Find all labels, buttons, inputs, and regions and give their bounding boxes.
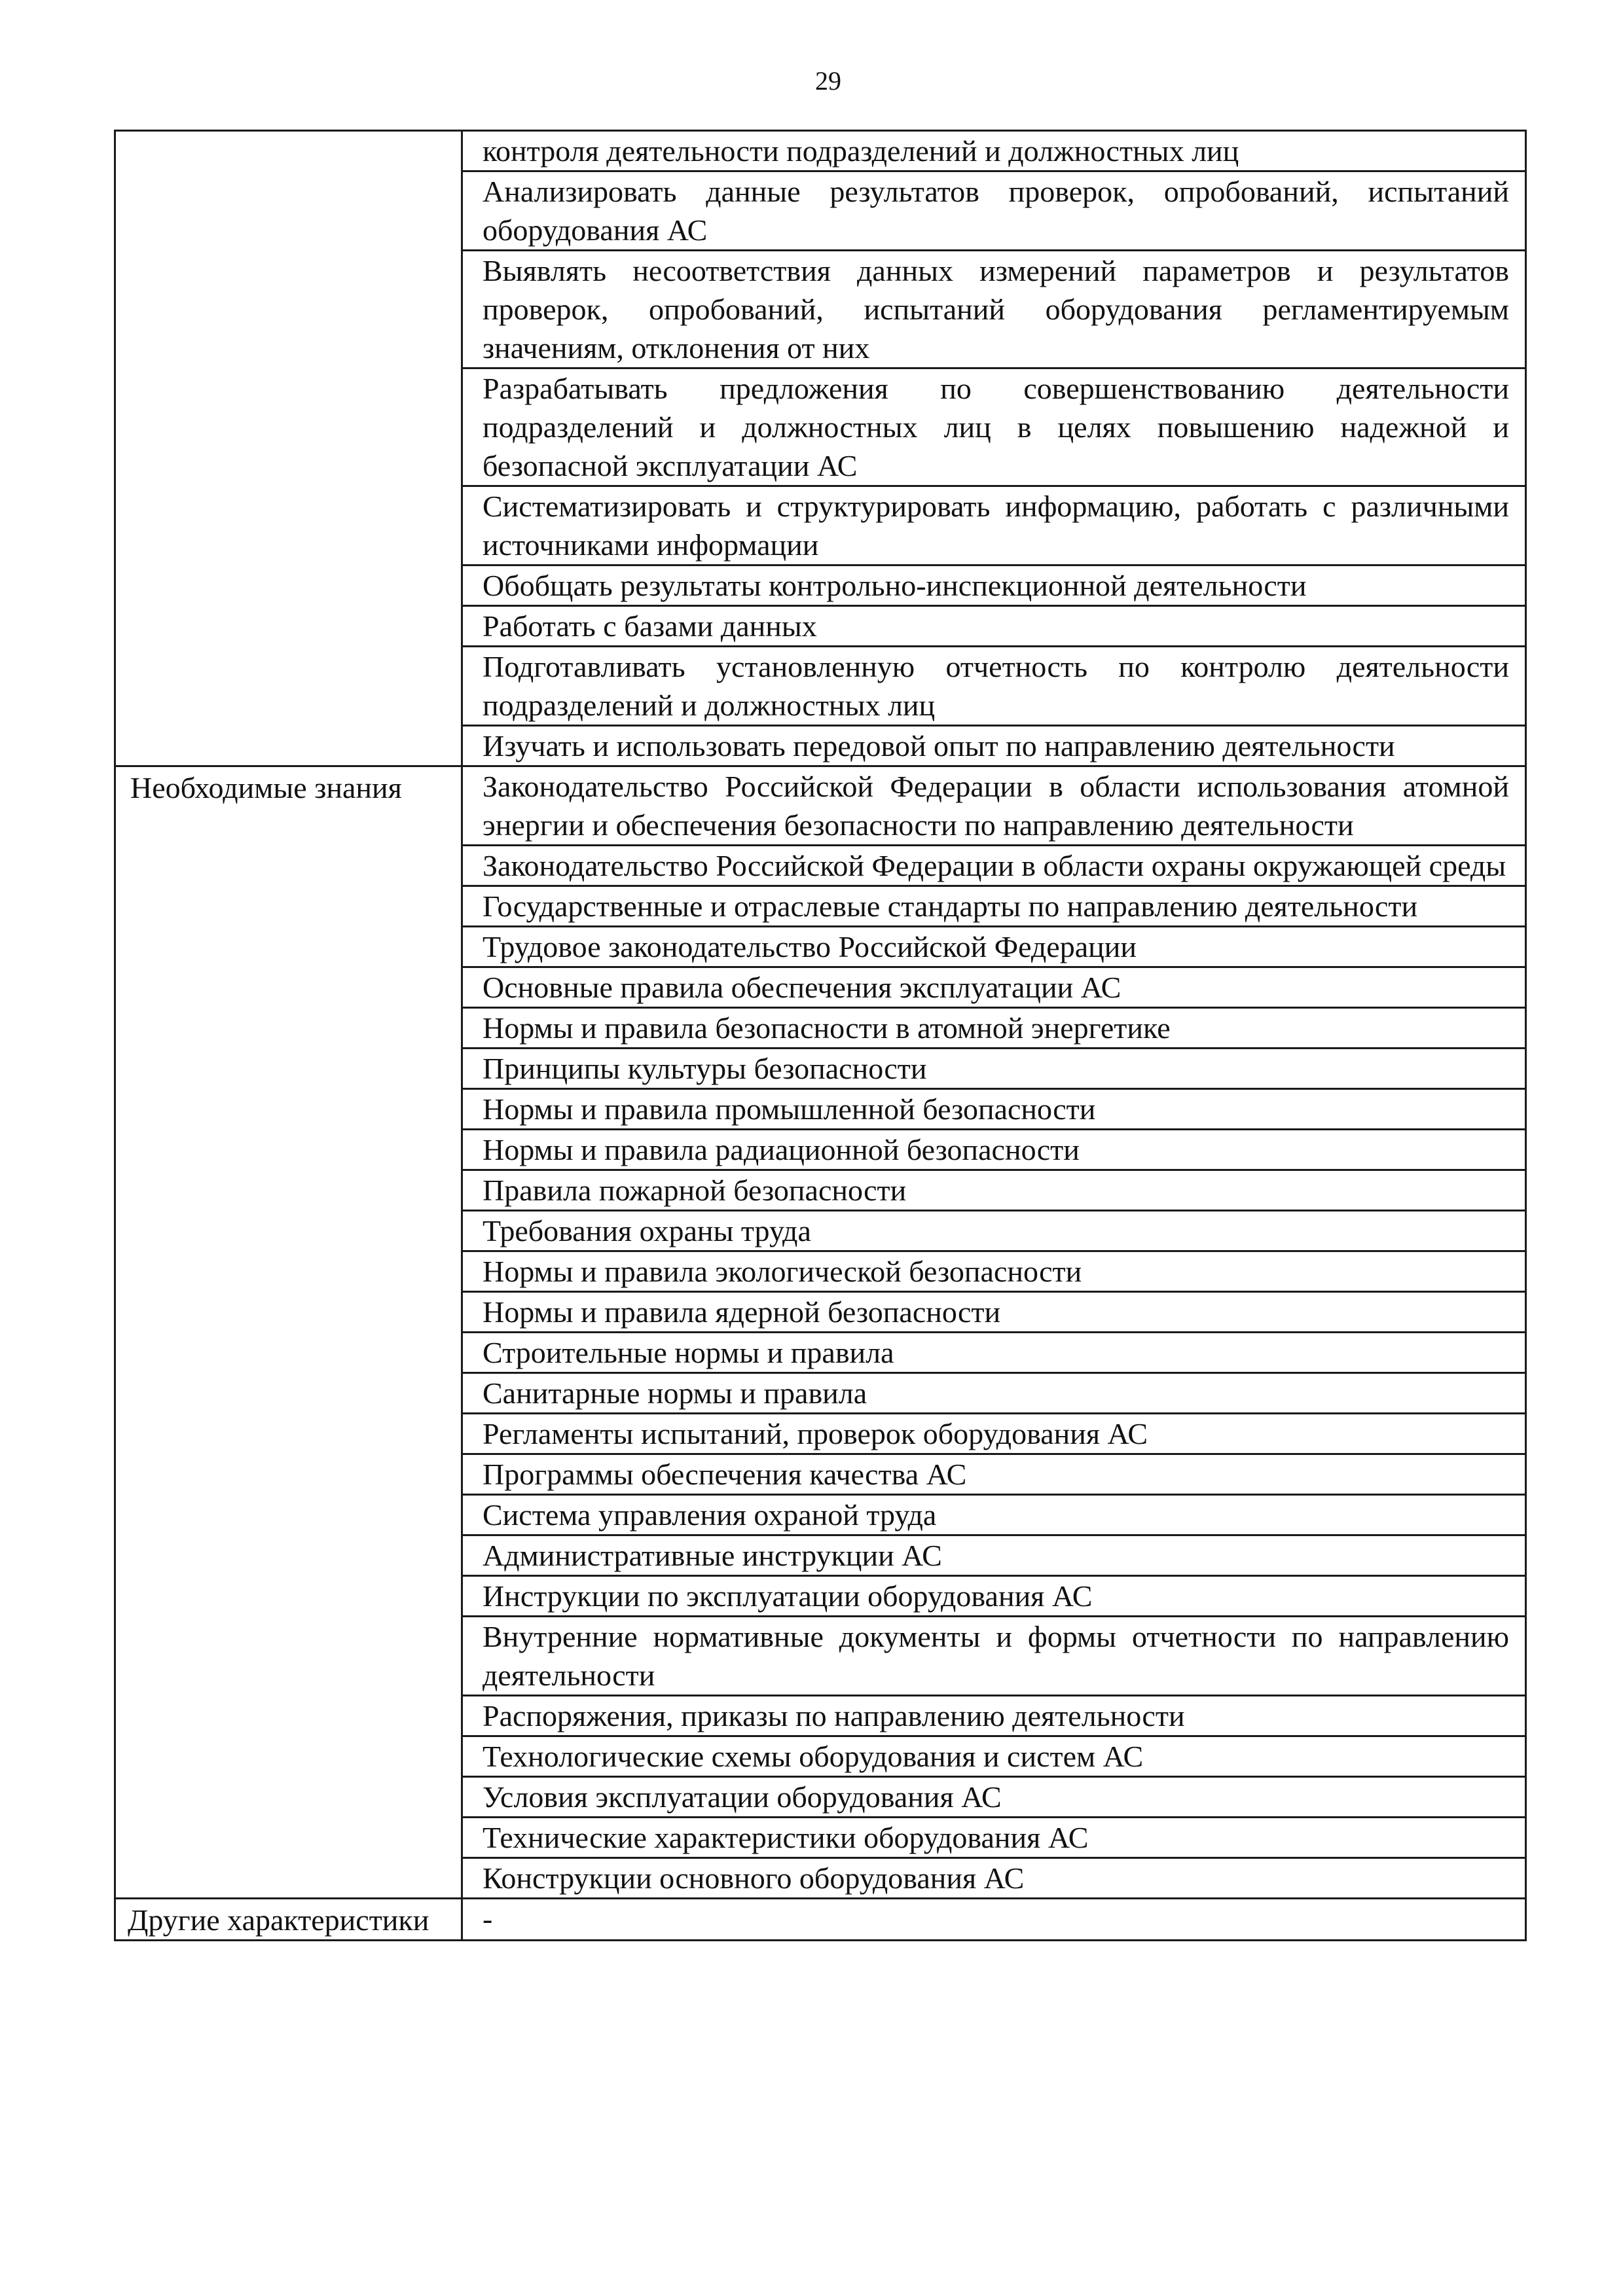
knowledge-item: Распоряжения, приказы по направлению деятельности: [462, 1696, 1526, 1736]
skill-item: Изучать и использовать передовой опыт по направлению деятельности: [462, 726, 1526, 766]
page-number: 29: [815, 66, 841, 96]
skill-item: Систематизировать и структурировать информацию, работать с различными источниками информации: [462, 486, 1526, 565]
knowledge-item: Принципы культуры безопасности: [462, 1049, 1526, 1089]
knowledge-item: Нормы и правила экологической безопасности: [462, 1251, 1526, 1292]
knowledge-item: Правила пожарной безопасности: [462, 1170, 1526, 1211]
skill-item: Анализировать данные результатов проверок, опробований, испытаний оборудования АС: [462, 171, 1526, 251]
knowledge-item: Инструкции по эксплуатации оборудования АС: [462, 1576, 1526, 1617]
knowledge-item: Конструкции основного оборудования АС: [462, 1858, 1526, 1899]
skill-item: Обобщать результаты контрольно-инспекционной деятельности: [462, 565, 1526, 606]
other-value: -: [462, 1899, 1526, 1941]
knowledge-item: Строительные нормы и правила: [462, 1333, 1526, 1373]
skills-label-cell: [115, 131, 462, 766]
knowledge-item: Государственные и отраслевые стандарты по направлению деятельности: [462, 886, 1526, 927]
skill-item: Работать с базами данных: [462, 606, 1526, 647]
table-row: [115, 131, 1526, 171]
other-label: Другие характеристики: [115, 1899, 462, 1941]
knowledge-item: Нормы и правила радиационной безопасности: [462, 1130, 1526, 1170]
skill-item: контроля деятельности подразделений и должностных лиц: [462, 131, 1526, 171]
knowledge-item: Программы обеспечения качества АС: [462, 1454, 1526, 1495]
knowledge-item: Основные правила обеспечения эксплуатации АС: [462, 967, 1526, 1008]
table-row: [115, 766, 1526, 846]
knowledge-item: Санитарные нормы и правила: [462, 1373, 1526, 1414]
knowledge-item: Трудовое законодательство Российской Федерации: [462, 927, 1526, 967]
knowledge-item: Нормы и правила безопасности в атомной энергетике: [462, 1008, 1526, 1049]
knowledge-item: Технологические схемы оборудования и систем АС: [462, 1736, 1526, 1777]
skill-item: Выявлять несоответствия данных измерений параметров и результатов проверок, опробований, испытаний оборудования регламентируемым значениям, отклонения от них: [462, 251, 1526, 368]
knowledge-item: Административные инструкции АС: [462, 1535, 1526, 1576]
knowledge-item: Внутренние нормативные документы и формы отчетности по направлению деятельности: [462, 1617, 1526, 1696]
competency-table: [114, 130, 1527, 1941]
knowledge-item: Законодательство Российской Федерации в области использования атомной энергии и обеспечения безопасности по направлению деятельности: [462, 766, 1526, 846]
knowledge-item: Условия эксплуатации оборудования АС: [462, 1777, 1526, 1818]
knowledge-item: Законодательство Российской Федерации в области охраны окружающей среды: [462, 846, 1526, 886]
knowledge-item: Нормы и правила ядерной безопасности: [462, 1292, 1526, 1333]
knowledge-item: Регламенты испытаний, проверок оборудования АС: [462, 1414, 1526, 1454]
knowledge-item: Требования охраны труда: [462, 1211, 1526, 1251]
knowledge-item: Нормы и правила промышленной безопасности: [462, 1089, 1526, 1130]
skill-item: Подготавливать установленную отчетность по контролю деятельности подразделений и должностных лиц: [462, 647, 1526, 726]
skill-item: Разрабатывать предложения по совершенствованию деятельности подразделений и должностных лиц в целях повышению надежной и безопасной эксплуатации АС: [462, 368, 1526, 486]
knowledge-label: Необходимые знания: [115, 766, 462, 1899]
knowledge-item: Технические характеристики оборудования АС: [462, 1818, 1526, 1858]
knowledge-item: Система управления охраной труда: [462, 1495, 1526, 1535]
table-row: [115, 1899, 1526, 1941]
